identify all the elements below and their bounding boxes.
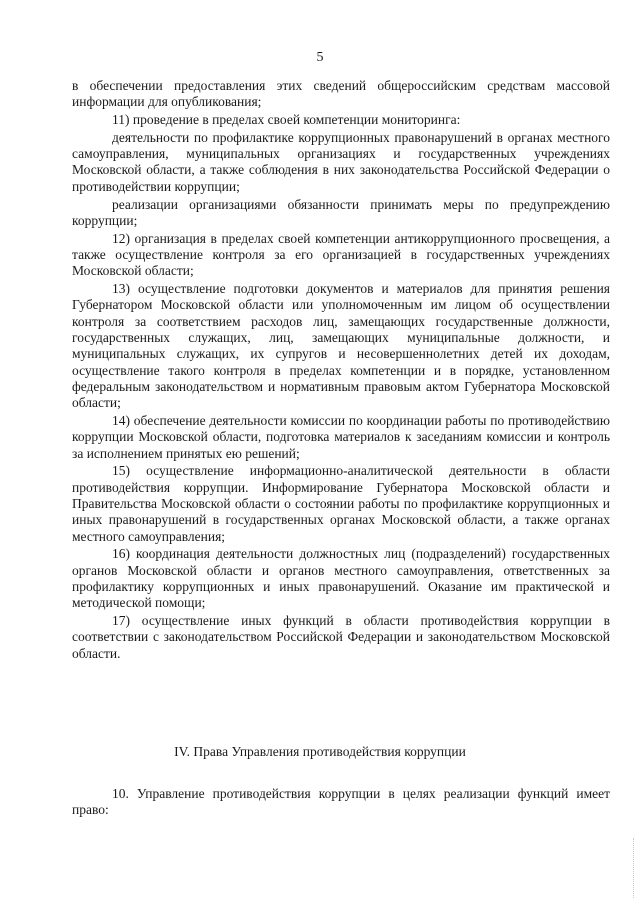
paragraph: 12) организация в пределах своей компетенции антикоррупционного просвещения, а также осуществление контроля за его организацией в государственных учреждениях Московской области; [72, 230, 610, 279]
paragraph: в обеспечении предоставления этих сведений общероссийским средствам массовой информации для опубликования; [72, 78, 610, 110]
section-heading: IV. Права Управления противодействия коррупции [174, 744, 466, 759]
paragraph: реализации организациями обязанности принимать меры по предупреждению коррупции; [72, 196, 610, 228]
paragraph: 14) обеспечение деятельности комиссии по координации работы по противодействию коррупции Московской области, подготовка материалов к заседаниям комиссии и контроль за исполнением принятых ею решений; [72, 412, 610, 461]
paragraph: 15) осуществление информационно-аналитической деятельности в области противодействия коррупции. Информирование Губернатора Московской области и Правительства Московской области о состоянии работы по профилактике коррупционных и иных правонарушений в государственных органах Московской области, а также органах местного самоуправления; [72, 463, 610, 544]
closing-paragraph: 10. Управление противодействия коррупции в целях реализации функций имеет право: [72, 786, 610, 818]
document-body [72, 78, 610, 663]
paragraph: 13) осуществление подготовки документов и материалов для принятия решения Губернатором Московской области или уполномоченным им лицом об осуществлении контроля за соответствием расходов лиц, замещающих государственные должности, государственных служащих, лиц, замещающих муниципальные должности, и муниципальных служащих, их супругов и несовершеннолетних детей их доходам, осуществление такого контроля в пределах компетенции и в порядке, установленном федеральным законодательством и нормативным правовым актом Губернатора Московской области; [72, 281, 610, 411]
paragraph: 16) координация деятельности должностных лиц (подразделений) государственных органов Московской области и органов местного самоуправления, ответственных за профилактику коррупционных и иных правонарушений. Оказание им практической и методической помощи; [72, 546, 610, 611]
page-number: 5 [316, 50, 324, 65]
paragraph: деятельности по профилактике коррупционных правонарушений в органах местного самоуправления, муниципальных организациях и государственных учреждениях Московской области, а также соблюдения в них законодательства Российской Федерации о противодействии коррупции; [72, 129, 610, 194]
paragraph: 17) осуществление иных функций в области противодействия коррупции в соответствии с законодательством Российской Федерации и законодательством Московской области. [72, 613, 610, 661]
paragraph: 11) проведение в пределах своей компетенции мониторинга: [112, 112, 461, 128]
scan-edge-mark [633, 838, 635, 898]
closing-section [72, 786, 610, 819]
